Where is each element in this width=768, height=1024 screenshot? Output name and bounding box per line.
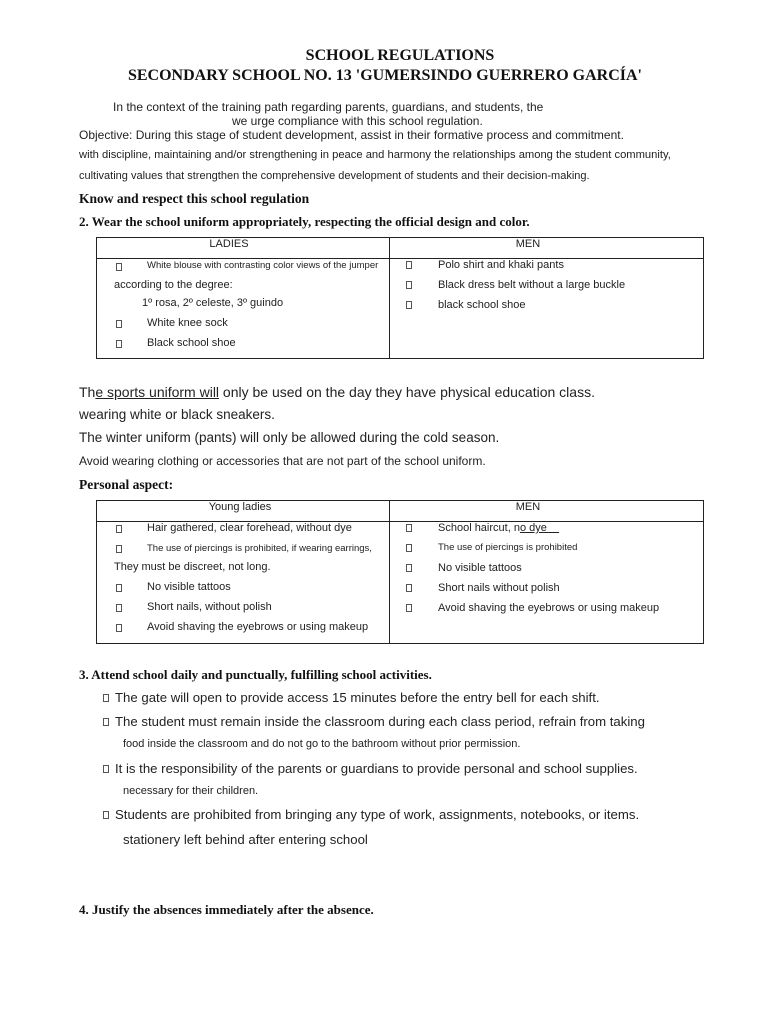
ladies-hair-item: Hair gathered, clear forehead, without dye: [147, 522, 352, 534]
objective-line-1: Objective: During this stage of student development, assist in their formative process and commitment.: [79, 128, 624, 142]
ladies-header: LADIES: [209, 238, 249, 250]
checkbox-icon: [406, 281, 412, 289]
men-item-belt: Black dress belt without a large buckle: [438, 279, 626, 291]
know-respect-heading: Know and respect this school regulation: [79, 191, 310, 206]
ladies-piercing-cont: They must be discreet, not long.: [114, 561, 271, 573]
ladies-tattoo-item: No visible tattoos: [147, 581, 231, 593]
uniform-table: [96, 237, 704, 359]
men-header: MEN: [515, 501, 541, 513]
checkbox-icon: [406, 301, 412, 309]
sports-uniform-line: The sports uniform will only be used on the day they have physical education class.: [79, 384, 595, 400]
checkbox-icon: [116, 320, 122, 328]
supplies-cont: necessary for their children.: [123, 785, 259, 797]
checkbox-icon: [406, 261, 412, 269]
intro-line-1: In the context of the training path regarding parents, guardians, and students, the: [113, 100, 544, 114]
men-item-polo: Polo shirt and khaki pants: [438, 259, 564, 271]
objective-line-3: cultivating values that strengthen the comprehensive development of students and their decision-making.: [79, 170, 590, 182]
ladies-item-sock: White knee sock: [147, 317, 228, 329]
intro-line-2: we urge compliance with this school regulation.: [232, 114, 483, 128]
avoid-accessories-line: Avoid wearing clothing or accessories that are not part of the school uniform.: [79, 454, 486, 468]
men-haircut-item: School haircut, no dye: [438, 522, 560, 534]
school-name: SECONDARY SCHOOL NO. 13 'GUMERSINDO GUERRERO GARCÍA': [127, 67, 642, 84]
men-tattoo-item: No visible tattoos: [438, 562, 522, 574]
men-header: MEN: [515, 238, 541, 250]
ladies-item-blouse-cont: according to the degree:: [114, 279, 233, 291]
section-3-heading: 3. Attend school daily and punctually, fulfilling school activities.: [79, 667, 432, 682]
checkbox-icon: [116, 624, 122, 632]
ladies-item-grades: 1º rosa, 2º celeste, 3º guindo: [142, 297, 284, 309]
checkbox-icon: [116, 604, 122, 612]
prohibited-items-item: Students are prohibited from bringing any type of work, assignments, notebooks, or items.: [115, 807, 640, 822]
checkbox-icon: [406, 584, 412, 592]
men-piercing-item: The use of piercings is prohibited: [438, 542, 578, 553]
ladies-piercing-item: The use of piercings is prohibited, if wearing earrings,: [147, 543, 372, 554]
checkbox-icon: [116, 340, 122, 348]
ladies-nails-item: Short nails, without polish: [147, 601, 272, 613]
men-nails-item: Short nails without polish: [438, 582, 560, 594]
checkbox-icon: [116, 263, 122, 271]
sports-sneakers-line: wearing white or black sneakers.: [79, 407, 275, 422]
ladies-item-shoe: Black school shoe: [147, 337, 236, 349]
classroom-rule-cont: food inside the classroom and do not go to the bathroom without prior permission.: [123, 738, 521, 750]
supplies-item: It is the responsibility of the parents or guardians to provide personal and school supplies.: [115, 761, 638, 776]
men-eyebrows-item: Avoid shaving the eyebrows or using makeup: [438, 602, 660, 614]
checkbox-icon: [116, 545, 122, 553]
prohibited-items-cont: stationery left behind after entering school: [123, 832, 368, 847]
young-ladies-header: Young ladies: [208, 501, 272, 513]
checkbox-icon: [406, 544, 412, 552]
objective-line-2: with discipline, maintaining and/or strengthening in peace and harmony the relationships among the student community,: [79, 149, 671, 161]
winter-uniform-line: The winter uniform (pants) will only be allowed during the cold season.: [79, 430, 500, 445]
checkbox-icon: [103, 694, 109, 702]
personal-aspect-heading: Personal aspect:: [79, 477, 174, 492]
checkbox-icon: [103, 765, 109, 773]
gate-opening-item: The gate will open to provide access 15 minutes before the entry bell for each shift.: [115, 690, 600, 705]
men-item-shoe: black school shoe: [438, 299, 526, 311]
classroom-rule-item: The student must remain inside the classroom during each class period, refrain from taking: [115, 714, 645, 729]
checkbox-icon: [406, 524, 412, 532]
section-4-heading: 4. Justify the absences immediately after the absence.: [79, 902, 374, 917]
ladies-eyebrows-item: Avoid shaving the eyebrows or using makeup: [147, 621, 369, 633]
checkbox-icon: [406, 564, 412, 572]
checkbox-icon: [406, 604, 412, 612]
checkbox-icon: [103, 811, 109, 819]
document-title: SCHOOL REGULATIONS: [305, 47, 495, 64]
checkbox-icon: [116, 584, 122, 592]
checkbox-icon: [116, 525, 122, 533]
checkbox-icon: [103, 718, 109, 726]
ladies-item-blouse: White blouse with contrasting color views of the jumper: [147, 260, 379, 271]
personal-aspect-table: [96, 500, 704, 644]
section-2-heading: 2. Wear the school uniform appropriately, respecting the official design and color.: [79, 214, 530, 229]
